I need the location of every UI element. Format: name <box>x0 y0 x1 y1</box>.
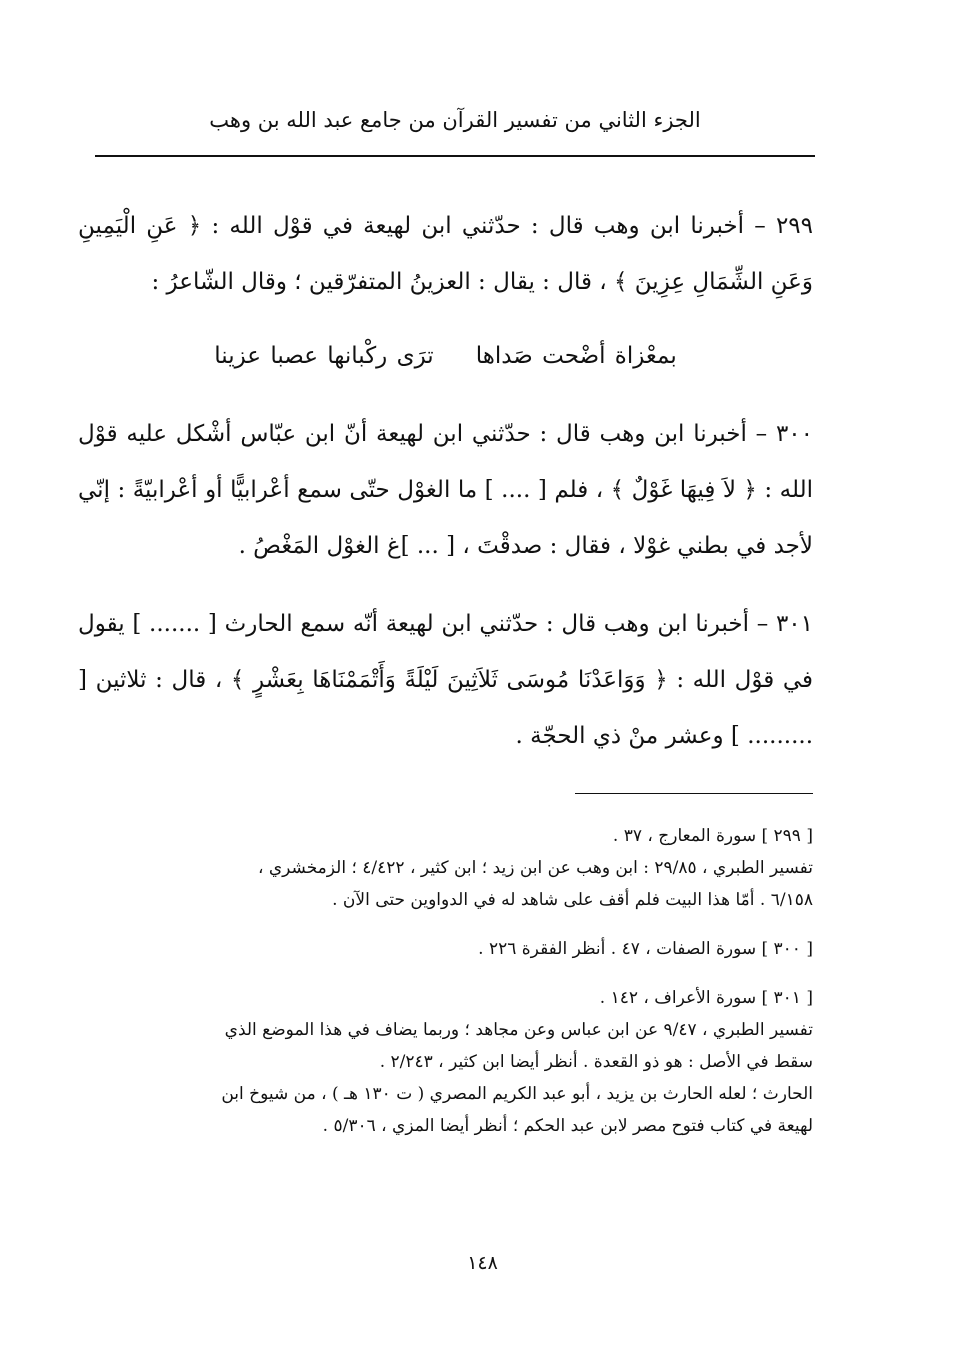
page-number: ١٤٨ <box>467 1252 498 1274</box>
footnote-301 <box>78 982 813 1142</box>
paragraph-299: ٢٩٩ – أخبرنا ابن وهب قال : حدّثني ابن لهيعة في قوْل الله : ﴿ عَنِ الْيَمِينِ وَعَنِ الشِّمَالِ عِزِينَ ﴾ ، قال : يقال : العزينُ المتفرّقين ؛ وقال الشّاعرُ : <box>78 213 813 295</box>
header-rule <box>95 155 815 157</box>
footnote-line: ٦/١٥٨ . أمّا هذا البيت فلم أقف على شاهد له في الدواوين حتى الآن . <box>332 890 813 910</box>
footnote-300 <box>78 933 813 965</box>
footnote-line: تفسير الطبري ، ٩/٤٧ عن ابن عباس وعن مجاهد ؛ وربما يضاف في هذا الموضع الذي <box>224 1020 813 1040</box>
footnote-line: [ ٣٠١ ] سورة الأعراف ، ١٤٢ . <box>599 988 813 1008</box>
footnote-line: تفسير الطبري ، ٢٩/٨٥ : ابن وهب عن ابن زيد ؛ ابن كثير ، ٤/٤٢٢ ؛ الزمخشري ، <box>257 858 813 878</box>
paragraph-300: ٣٠٠ – أخبرنا ابن وهب قال : حدّثني ابن لهيعة أنّ ابن عبّاس أشْكل عليه قوْل الله : ﴿ لاَ فِيهَا غَوْلٌ ﴾ ، فلم [ .... ] ما الغوْل حتّى سمع أعْرابيًّا أو أعْرابيّةً : إنّي لأجد في بطني غوْلا ، فقال : صدقْتَ ، [ ... ]غ الغوْل المَغْصُ . <box>78 421 813 559</box>
footnote-line: الحارث ؛ لعله الحارث بن يزيد ، أبو عبد الكريم المصري ( ت ١٣٠ هـ ) ، من شيوخ ابن <box>221 1084 813 1104</box>
footnote-line: [ ٣٠٠ ] سورة الصفات ، ٤٧ . أنظر الفقرة ٢٢٦ . <box>478 939 813 959</box>
running-header: الجزء الثاني من تفسير القرآن من جامع عبد الله بن وهب <box>209 108 701 132</box>
verse-second-hemistich: ترَى ركْبانها عصبا عزينا <box>214 343 434 369</box>
footnote-299 <box>78 820 813 916</box>
footnote-rule <box>575 793 813 794</box>
footnote-line: [ ٢٩٩ ] سورة المعارج ، ٣٧ . <box>612 826 813 846</box>
footnotes <box>78 820 813 1159</box>
footnote-line: لهيعة في كتاب فتوح مصر لابن عبد الحكم ؛ أنظر أيضا المزي ، ٥/٣٠٦ . <box>322 1116 813 1136</box>
poetry-verse <box>78 328 813 384</box>
paragraph-301: ٣٠١ – أخبرنا ابن وهب قال : حدّثني ابن لهيعة أنّه سمع الحارث [ ....... ] يقول في قوْل الله : ﴿ وَوَاعَدْنَا مُوسَى ثَلاَثِينَ لَيْلَةً وَأَتْمَمْنَاهَا بِعَشْرٍ ﴾ ، قال : ثلاثين [ ......... ] وعشر منْ ذي الحجّة . <box>78 611 813 749</box>
verse-first-hemistich: بمعْزاة أضْحت صَداها <box>475 343 677 369</box>
footnote-line: سقط في الأصل : هو ذو القعدة . أنظر أيضا ابن كثير ، ٢/٢٤٣ . <box>379 1052 813 1072</box>
main-text <box>78 198 813 764</box>
